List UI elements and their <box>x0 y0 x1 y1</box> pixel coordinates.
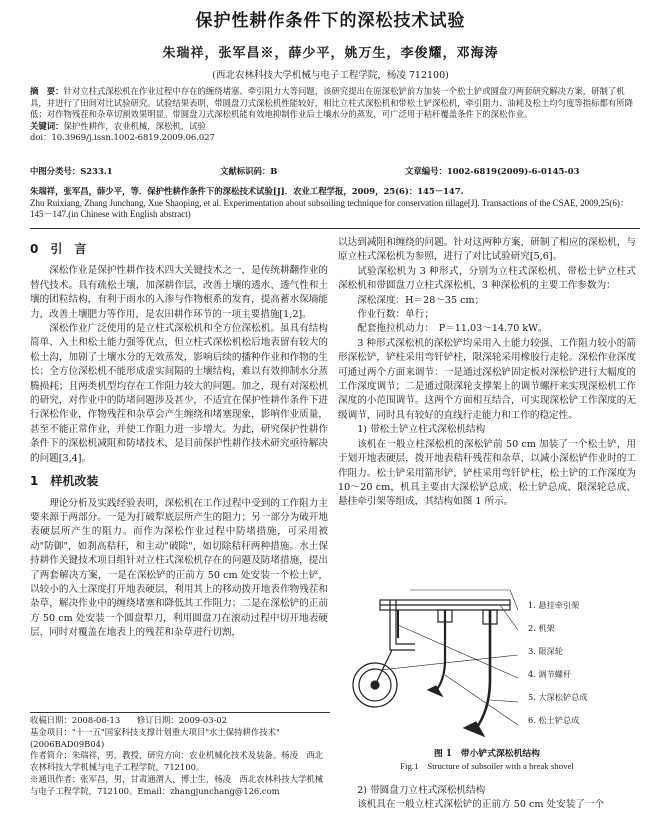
header-divider <box>30 228 640 229</box>
figure-caption-cn: 图 1 带小铲式深松机结构 <box>434 749 540 759</box>
figure-1-drawing <box>350 580 520 745</box>
subsection-1-heading: 1) 带松土铲立柱式深松机结构 <box>357 424 486 436</box>
param-power: 配套拖拉机动力： P＝11.03～14.70 kW。 <box>357 323 548 335</box>
section-1-heading: 1 样机改装 <box>30 474 99 489</box>
classification-row <box>30 166 640 177</box>
legend-item-3: 3. 限深轮 <box>528 646 563 656</box>
figure-legend <box>528 600 638 738</box>
legend-item-6: 6. 松土铲总成 <box>528 715 580 725</box>
abstract-text: 针对立柱式深松机在作业过程中存在的缠绕堵塞、牵引阻力大等问题，该研究提出在原深松铲前方加装一个松土铲或圆盘刀两套研究解决方案，研制了机具，并进行了田间对比试验研究。试验结果表明，带圆盘刀式深松机性能较好，相比立柱式深松机和带松土铲深松机，牵引阻力、油耗及松土均匀度等指标都有所降低；对作物残茬和杂草切割效果明显。带圆盘刀式深松机能有效地抑制作业后土壤水分的蒸发，可广泛用于秸秆覆盖条件下的深松作业。 <box>30 86 633 120</box>
footnote-corresponding: ※通讯作者：张军昌，男，甘肃通渭人，博士生，杨凌 西北农林科技大学机械与电子工程学院，712100。Email：zhangjunchang@126.com <box>30 773 324 796</box>
abstract-label: 摘 要： <box>30 86 64 96</box>
legend-item-2: 2. 机架 <box>528 623 555 633</box>
section-1-paragraph: 理论分析及实践经验表明，深松机在工作过程中受到的工作阻力主要来源于两部分。一是为打破犁底层所产生的阻力；另一部分为破开地表硬层所产生的阻力。而作为深松作业过程中防堵措施，可采用被动"防御"，如刹高秸秆，和主动"破除"，如切除秸秆两种措施。水土保持耕作关键技术项目组针对立柱式深松机存在的问题及防堵措施，提出了两套解决方案，一是在深松铲的正前方 50 cm 处安装一个松土铲，以较小的入土深度打开地表硬层，利用其上的移动拨开地表作物残茬和杂草，解决作业中的缠绕堵塞和降低其工作阻力；二是在深松铲的正前方 50 cm 处安装一个圆盘犁刀，利用圆盘刀在滚动过程中切开地表硬层，同时对覆盖在地表上的残茬和杂草进行切割， <box>30 497 328 639</box>
footnotes <box>30 715 330 798</box>
right-paragraph-4: 该机在一般立柱深松机的深松铲前 50 cm 加装了一个松土铲，用于划开地表硬层，拨开地表秸秆残茬和杂草，以减小深松铲作业时的工作阻力。松土铲采用箭形铲，铲柱采用弯钎铲柱，松土铲的工作深度为 10～20 cm，机具主要由大深松铲总成、松土铲总成、限深轮总成、悬挂牵引架等组成，其结构如图 1 所示。 <box>338 438 636 508</box>
right-paragraph-2: 试验深松机为 3 种形式，分别为立柱式深松机、带松土铲立柱式深松机和带圆盘刀立柱式深松机，3 种深松机的主要工作参数为： <box>338 265 636 292</box>
main-shovel-shank <box>475 610 490 730</box>
keywords: 保护性耕作，农业机械，深松机，试验 <box>63 120 206 131</box>
hitch-frame <box>390 600 415 650</box>
left-column <box>30 236 328 641</box>
document-code: 文献标识码：B <box>220 166 278 176</box>
clc-number: 中图分类号：S233.1 <box>30 166 113 176</box>
subsection-2-heading: 2) 带圆盘刀立柱式深松机结构 <box>357 785 486 796</box>
param-depth: 深松深度：H＝28～35 cm； <box>357 294 485 306</box>
citation-en: Zhu Ruixiang, Zhang Junchang, Xue Shaoping, et al. Experimentation about subsoiling technique for conservation tillage[J]. Transactions of the CSAE, 2009,25(6)：145－147.(in Chinese with English abstract) <box>30 197 629 220</box>
citation-block <box>30 186 640 221</box>
article-number: 文章编号：1002-6819(2009)-6-0145-03 <box>405 166 580 176</box>
right-column-bottom <box>338 784 636 813</box>
intro-paragraph-2: 深松作业广泛使用的是立柱式深松机和全方位深松机。虽具有结构简单、入土和松土能力强等优点，但立柱式深松机松后地表留有较大的松土沟，加剧了土壤水分的无效蒸发，影响后续的播种作业和作物的生长；全方位深松机不能形成虚实间隔的土壤结构，难以有效抑制水分蒸腾损耗；且两类机型均存在工作阻力较大的问题。加之，现有对深松机的研究，对作业中的防堵问题涉及甚少，不适宜在保护性耕作条件下进行深松作业，作物残茬和杂草会产生缠绕和堵塞现象，影响作业质量，甚至不能正常作业，并使工作阻力进一步增大。为此，研究保护性耕作条件下的深松机减阻和防堵技术，是目前保护性耕作技术研究亟待解决的问题[3,4]。 <box>30 323 328 464</box>
right-column-top <box>338 236 636 510</box>
right-paragraph-1: 以达到减阻和缠绕的问题。针对这两种方案，研制了相应的深松机，与原立柱式深松机为参照，进行了对比试验研究[5,6]。 <box>338 237 636 263</box>
section-0-heading: 0 引 言 <box>30 242 87 256</box>
abstract-block <box>30 86 640 144</box>
footnote-author: 作者简介：朱瑞祥，男，教授，研究方向：农业机械化技术及装备。杨凌 西北农林科技大学机械与电子工程学院，712100。 <box>30 750 324 773</box>
right-paragraph-3: 3 种形式深松机的深松铲均采用入土能力较强、工作阻力较小的箭形深松铲，铲柱采用弯钎铲柱，限深轮采用橡胶行走轮。深松作业深度可通过两个方面来调节：一是通过深松铲固定板对深松铲进行大幅度的工作深度调节；二是通过限深轮支撑架上的调节螺杆来实现深松机工作深度的小范围调节。这两个方面相互结合，可实现深松铲工作深度的无级调节，同时具有较好的直线行走能力和工作的稳定性。 <box>338 337 636 421</box>
figure-caption-en: Fig.1 Structure of subsoiler with a break shovel <box>400 761 574 771</box>
citation-cn: 朱瑞祥，张军昌，薛少平，等．保护性耕作条件下的深松技术试验[J]．农业工程学报，2009，25(6)：145－147. <box>30 186 464 196</box>
param-rows: 作业行数：单行； <box>357 309 434 321</box>
legend-item-4: 4. 调节螺杆 <box>528 669 572 679</box>
intro-paragraph-1: 深松作业是保护性耕作技术四大关键技术之一，是传统耕翻作业的替代技术。具有疏松土壤，加深耕作层，改善土壤的透水、透气性和土壤的团粒结构，有利于雨水的入渗与作物根系的发育，提高蓄水保墒能力，改善土壤肥力等作用，是农田耕作环节的一项主要措施[1,2]。 <box>30 265 328 320</box>
subsoiler-diagram <box>350 580 520 745</box>
footnote-fund: 基金项目："十一五"国家科技支撑计划重大项目"水土保持耕作技术"(2006BAD09B04) <box>30 726 280 749</box>
footnote-received: 收稿日期：2008-08-13 修订日期：2009-03-02 <box>30 715 228 725</box>
paper-title: 保护性耕作条件下的深松技术试验 <box>195 11 466 31</box>
doi: doi：10.3969/j.issn.1002-6819.2009.06.027 <box>30 132 215 143</box>
author-list: 朱瑞祥，张军昌※，薛少平，姚万生，李俊耀，邓海涛 <box>162 46 499 61</box>
footnote-divider <box>30 712 330 713</box>
affiliation: (西北农林科技大学机械与电子工程学院，杨凌 712100) <box>212 70 449 81</box>
right-paragraph-5: 该机具在一般立柱式深松铲的正前方 50 cm 处安装了一个 <box>357 799 605 811</box>
keywords-label: 关键词： <box>30 120 64 131</box>
legend-item-5: 5. 大深松铲总成 <box>528 692 588 702</box>
legend-item-1: 1. 悬挂牵引架 <box>528 600 580 610</box>
